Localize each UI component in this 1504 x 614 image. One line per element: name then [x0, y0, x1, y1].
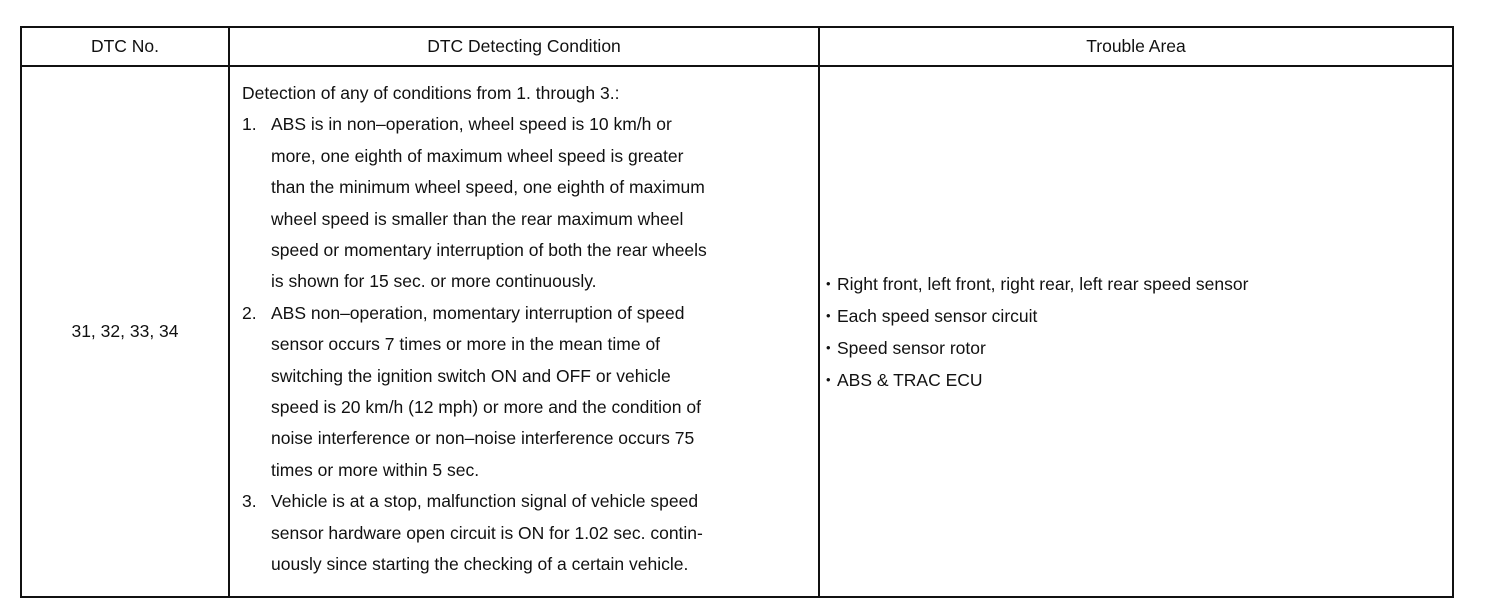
trouble-area-item	[826, 300, 1452, 332]
dtc-table	[20, 26, 1454, 598]
trouble-area-item	[826, 268, 1452, 300]
trouble-area-cell	[819, 66, 1453, 597]
trouble-area-list	[826, 268, 1452, 396]
condition-line: than the minimum wheel speed, one eighth of maximum	[271, 177, 705, 198]
condition-text	[271, 486, 810, 580]
condition-line: noise interference or non–noise interference occurs 75	[271, 428, 695, 449]
condition-item	[242, 486, 810, 580]
trouble-area-item	[826, 364, 1452, 396]
table-row	[21, 66, 1453, 597]
condition-line: wheel speed is smaller than the rear maximum wheel	[271, 208, 684, 229]
condition-line: speed or momentary interruption of both the rear wheels	[271, 240, 707, 261]
header-trouble-area: Trouble Area	[819, 27, 1453, 66]
trouble-area-text: Speed sensor rotor	[837, 337, 986, 358]
condition-line: times or more within 5 sec.	[271, 459, 480, 480]
condition-line: switching the ignition switch ON and OFF or vehicle	[271, 365, 671, 386]
trouble-area-text: Right front, left front, right rear, left rear speed sensor	[837, 273, 1249, 294]
condition-intro: Detection of any of conditions from 1. through 3.:	[242, 83, 620, 103]
condition-line: ABS is in non–operation, wheel speed is 10 km/h or	[271, 114, 672, 135]
condition-text	[271, 298, 810, 486]
condition-line: is shown for 15 sec. or more continuously.	[271, 271, 597, 292]
condition-line: speed is 20 km/h (12 mph) or more and the condition of	[271, 397, 701, 418]
header-detecting-condition: DTC Detecting Condition	[229, 27, 819, 66]
header-dtc-no: DTC No.	[21, 27, 229, 66]
trouble-area-text: Each speed sensor circuit	[837, 305, 1038, 326]
condition-number: 1.	[242, 114, 257, 135]
trouble-area-item	[826, 332, 1452, 364]
trouble-area-text: ABS & TRAC ECU	[837, 369, 983, 390]
condition-line: ABS non–operation, momentary interruption of speed	[271, 302, 685, 323]
condition-line: Vehicle is at a stop, malfunction signal of vehicle speed	[271, 491, 699, 512]
bullet-icon: •	[826, 307, 831, 323]
condition-line: more, one eighth of maximum wheel speed is greater	[271, 145, 684, 166]
condition-list	[242, 109, 810, 580]
condition-line: sensor hardware open circuit is ON for 1.02 sec. contin-	[271, 522, 703, 543]
condition-number: 3.	[242, 491, 257, 512]
table-header-row	[21, 27, 1453, 66]
bullet-icon: •	[826, 275, 831, 291]
condition-item	[242, 109, 810, 297]
bullet-icon: •	[826, 339, 831, 355]
detecting-condition-cell	[229, 66, 819, 597]
condition-number: 2.	[242, 302, 257, 323]
condition-line: uously since starting the checking of a certain vehicle.	[271, 554, 689, 575]
dtc-number-cell: 31, 32, 33, 34	[21, 66, 229, 597]
bullet-icon: •	[826, 371, 831, 387]
condition-line: sensor occurs 7 times or more in the mean time of	[271, 334, 661, 355]
condition-text	[271, 109, 810, 297]
condition-item	[242, 298, 810, 486]
